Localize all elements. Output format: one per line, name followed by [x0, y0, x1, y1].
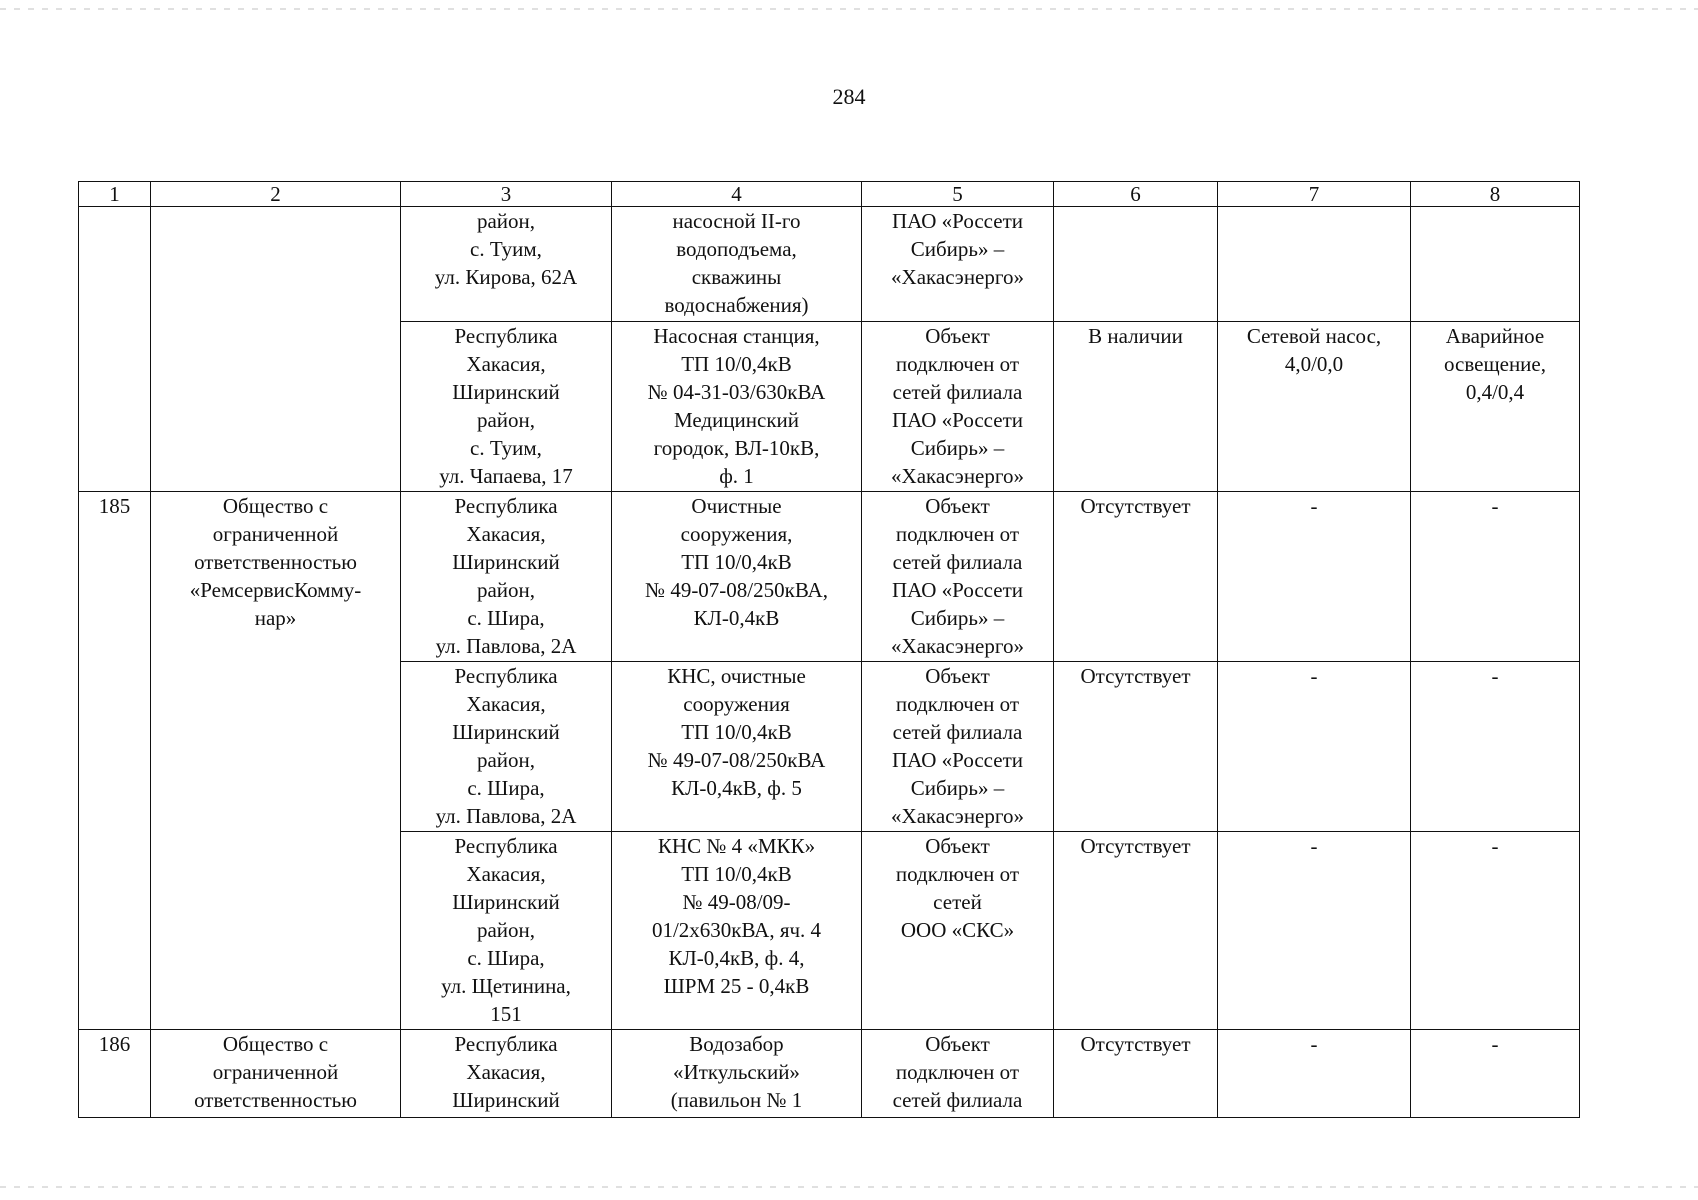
object-cell: Водозабор «Иткульский» (павильон № 1 — [612, 1030, 862, 1118]
address-cell: Республика Хакасия, Ширинский район, с. Туим, ул. Чапаева, 17 — [401, 322, 612, 492]
reserve-cell: Отсутствует — [1054, 492, 1218, 662]
row-number-cell — [79, 207, 151, 492]
row-number-cell: 186 — [79, 1030, 151, 1118]
connection-cell: Объект подключен от сетей филиала ПАО «Россети Сибирь» – «Хакасэнерго» — [862, 492, 1054, 662]
emergency-cell: - — [1411, 1030, 1580, 1118]
column-number-row — [79, 182, 1580, 207]
column-header: 7 — [1218, 182, 1411, 207]
connection-cell: Объект подключен от сетей филиала ПАО «Россети Сибирь» – «Хакасэнерго» — [862, 322, 1054, 492]
page-number: 284 — [832, 84, 866, 109]
emergency-cell: Аварийное освещение, 0,4/0,4 — [1411, 322, 1580, 492]
equipment-cell — [1218, 207, 1411, 322]
row-number-cell: 185 — [79, 492, 151, 1030]
emergency-cell: - — [1411, 662, 1580, 832]
column-header: 5 — [862, 182, 1054, 207]
table-row — [79, 492, 1580, 662]
connection-cell: ПАО «Россети Сибирь» – «Хакасэнерго» — [862, 207, 1054, 322]
data-table — [78, 181, 1580, 1118]
equipment-cell: - — [1218, 1030, 1411, 1118]
address-cell: Республика Хакасия, Ширинский район, с. Шира, ул. Павлова, 2А — [401, 662, 612, 832]
column-header: 1 — [79, 182, 151, 207]
equipment-cell: Сетевой насос, 4,0/0,0 — [1218, 322, 1411, 492]
column-header: 6 — [1054, 182, 1218, 207]
organization-cell: Общество с ограниченной ответственностью — [151, 1030, 401, 1118]
address-cell: Республика Хакасия, Ширинский район, с. Шира, ул. Павлова, 2А — [401, 492, 612, 662]
reserve-cell — [1054, 207, 1218, 322]
connection-cell: Объект подключен от сетей филиала — [862, 1030, 1054, 1118]
scan-edge-bottom — [0, 1186, 1698, 1188]
address-cell: район, с. Туим, ул. Кирова, 62А — [401, 207, 612, 322]
reserve-cell: Отсутствует — [1054, 832, 1218, 1030]
table-row — [79, 207, 1580, 322]
column-header: 3 — [401, 182, 612, 207]
connection-cell: Объект подключен от сетей филиала ПАО «Россети Сибирь» – «Хакасэнерго» — [862, 662, 1054, 832]
equipment-cell: - — [1218, 492, 1411, 662]
emergency-cell: - — [1411, 492, 1580, 662]
object-cell: Насосная станция, ТП 10/0,4кВ № 04-31-03/630кВА Медицинский городок, ВЛ-10кВ, ф. 1 — [612, 322, 862, 492]
object-cell: Очистные сооружения, ТП 10/0,4кВ № 49-07-08/250кВА, КЛ-0,4кВ — [612, 492, 862, 662]
organization-cell — [151, 207, 401, 492]
reserve-cell: Отсутствует — [1054, 662, 1218, 832]
equipment-cell: - — [1218, 662, 1411, 832]
object-cell: насосной II-го водоподъема, скважины водоснабжения) — [612, 207, 862, 322]
object-cell: КНС, очистные сооружения ТП 10/0,4кВ № 49-07-08/250кВА КЛ-0,4кВ, ф. 5 — [612, 662, 862, 832]
connection-cell: Объект подключен от сетей ООО «СКС» — [862, 832, 1054, 1030]
column-header: 4 — [612, 182, 862, 207]
column-header: 2 — [151, 182, 401, 207]
column-header: 8 — [1411, 182, 1580, 207]
scan-edge-top — [0, 8, 1698, 10]
address-cell: Республика Хакасия, Ширинский район, с. Шира, ул. Щетинина, 151 — [401, 832, 612, 1030]
emergency-cell: - — [1411, 832, 1580, 1030]
emergency-cell — [1411, 207, 1580, 322]
object-cell: КНС № 4 «МКК» ТП 10/0,4кВ № 49-08/09- 01/2х630кВА, яч. 4 КЛ-0,4кВ, ф. 4, ШРМ 25 - 0,4кВ — [612, 832, 862, 1030]
organization-cell: Общество с ограниченной ответственностью «РемсервисКомму- нар» — [151, 492, 401, 1030]
equipment-cell: - — [1218, 832, 1411, 1030]
table-row — [79, 1030, 1580, 1118]
reserve-cell: В наличии — [1054, 322, 1218, 492]
address-cell: Республика Хакасия, Ширинский — [401, 1030, 612, 1118]
reserve-cell: Отсутствует — [1054, 1030, 1218, 1118]
